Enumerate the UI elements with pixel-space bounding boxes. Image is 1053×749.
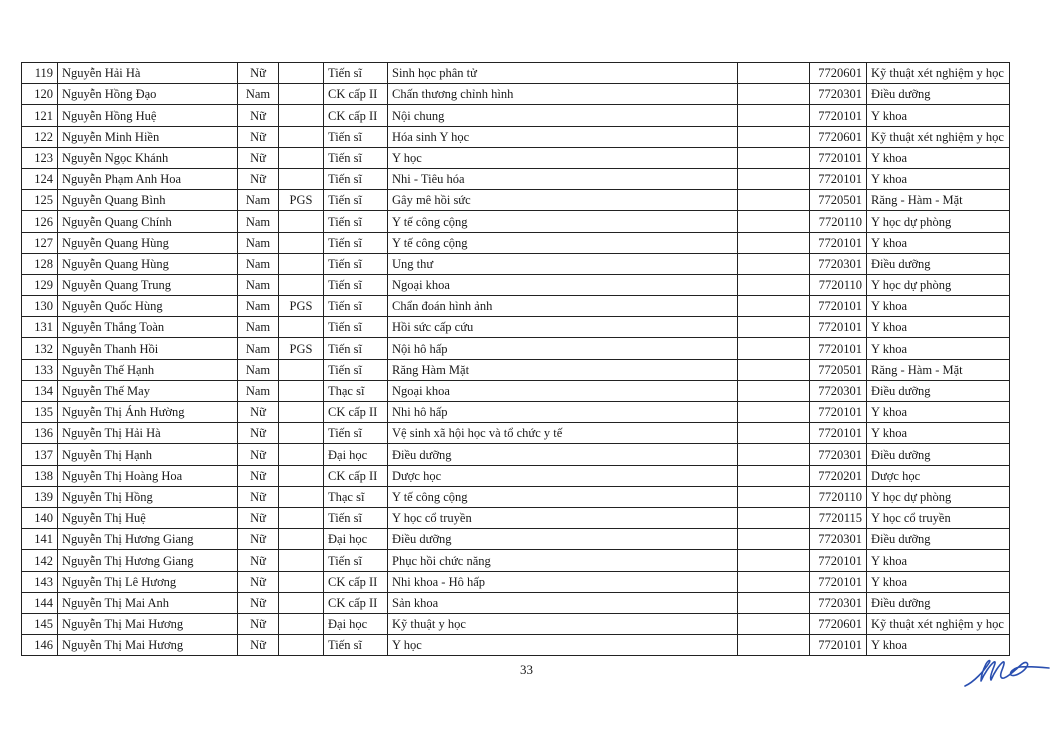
- full-name-cell: Nguyễn Quang Trung: [58, 274, 238, 295]
- academic-title-cell: [279, 635, 324, 656]
- academic-title-cell: [279, 84, 324, 105]
- table-body: [22, 63, 1010, 656]
- blank-cell-cell: [738, 423, 810, 444]
- full-name-cell: Nguyễn Ngọc Khánh: [58, 147, 238, 168]
- academic-title-cell: [279, 105, 324, 126]
- full-name-cell: Nguyễn Hồng Huệ: [58, 105, 238, 126]
- blank-cell-cell: [738, 84, 810, 105]
- table-row: [22, 147, 1010, 168]
- degree-cell: CK cấp II: [324, 571, 388, 592]
- degree-cell: Tiến sĩ: [324, 296, 388, 317]
- row-number-cell: 138: [22, 465, 58, 486]
- specialization-cell: Ngoại khoa: [388, 380, 738, 401]
- gender-cell: Nữ: [238, 635, 279, 656]
- blank-cell-cell: [738, 402, 810, 423]
- program-code-cell: 7720501: [810, 359, 867, 380]
- program-name-cell: Y học dự phòng: [867, 274, 1010, 295]
- row-number-cell: 141: [22, 529, 58, 550]
- degree-cell: Đại học: [324, 529, 388, 550]
- program-name-cell: Điều dưỡng: [867, 592, 1010, 613]
- degree-cell: CK cấp II: [324, 465, 388, 486]
- specialization-cell: Điều dưỡng: [388, 444, 738, 465]
- academic-title-cell: [279, 147, 324, 168]
- specialization-cell: Ngoại khoa: [388, 274, 738, 295]
- row-number-cell: 122: [22, 126, 58, 147]
- program-code-cell: 7720110: [810, 486, 867, 507]
- page-number: 33: [520, 662, 533, 677]
- degree-cell: Tiến sĩ: [324, 147, 388, 168]
- program-name-cell: Y khoa: [867, 571, 1010, 592]
- program-code-cell: 7720101: [810, 147, 867, 168]
- blank-cell-cell: [738, 296, 810, 317]
- gender-cell: Nam: [238, 232, 279, 253]
- full-name-cell: Nguyễn Quang Bình: [58, 190, 238, 211]
- gender-cell: Nữ: [238, 402, 279, 423]
- program-code-cell: 7720601: [810, 613, 867, 634]
- blank-cell-cell: [738, 168, 810, 189]
- row-number-cell: 146: [22, 635, 58, 656]
- academic-title-cell: [279, 592, 324, 613]
- degree-cell: Tiến sĩ: [324, 550, 388, 571]
- academic-title-cell: [279, 529, 324, 550]
- gender-cell: Nữ: [238, 613, 279, 634]
- table-row: [22, 296, 1010, 317]
- blank-cell-cell: [738, 529, 810, 550]
- degree-cell: Đại học: [324, 444, 388, 465]
- degree-cell: Tiến sĩ: [324, 190, 388, 211]
- specialization-cell: Hồi sức cấp cứu: [388, 317, 738, 338]
- full-name-cell: Nguyễn Quang Hùng: [58, 253, 238, 274]
- academic-title-cell: [279, 486, 324, 507]
- academic-title-cell: [279, 63, 324, 84]
- full-name-cell: Nguyễn Thị Hoàng Hoa: [58, 465, 238, 486]
- row-number-cell: 140: [22, 507, 58, 528]
- gender-cell: Nữ: [238, 592, 279, 613]
- full-name-cell: Nguyễn Thị Mai Hương: [58, 613, 238, 634]
- specialization-cell: Nhi - Tiêu hóa: [388, 168, 738, 189]
- degree-cell: Tiến sĩ: [324, 253, 388, 274]
- row-number-cell: 130: [22, 296, 58, 317]
- blank-cell-cell: [738, 359, 810, 380]
- degree-cell: Thạc sĩ: [324, 380, 388, 401]
- program-name-cell: Răng - Hàm - Mặt: [867, 359, 1010, 380]
- program-code-cell: 7720301: [810, 592, 867, 613]
- academic-title-cell: [279, 613, 324, 634]
- gender-cell: Nữ: [238, 550, 279, 571]
- row-number-cell: 126: [22, 211, 58, 232]
- program-code-cell: 7720101: [810, 105, 867, 126]
- table-row: [22, 571, 1010, 592]
- program-code-cell: 7720101: [810, 168, 867, 189]
- gender-cell: Nữ: [238, 507, 279, 528]
- program-code-cell: 7720110: [810, 274, 867, 295]
- blank-cell-cell: [738, 486, 810, 507]
- table-row: [22, 274, 1010, 295]
- specialization-cell: Gây mê hồi sức: [388, 190, 738, 211]
- blank-cell-cell: [738, 211, 810, 232]
- specialization-cell: Hóa sinh Y học: [388, 126, 738, 147]
- specialization-cell: Ung thư: [388, 253, 738, 274]
- table-row: [22, 635, 1010, 656]
- blank-cell-cell: [738, 190, 810, 211]
- full-name-cell: Nguyễn Hải Hà: [58, 63, 238, 84]
- specialization-cell: Nội chung: [388, 105, 738, 126]
- table-row: [22, 507, 1010, 528]
- table-row: [22, 529, 1010, 550]
- table-row: [22, 380, 1010, 401]
- academic-title-cell: [279, 359, 324, 380]
- full-name-cell: Nguyễn Thị Mai Hương: [58, 635, 238, 656]
- full-name-cell: Nguyễn Thị Hương Giang: [58, 550, 238, 571]
- blank-cell-cell: [738, 444, 810, 465]
- blank-cell-cell: [738, 635, 810, 656]
- table-row: [22, 105, 1010, 126]
- degree-cell: Tiến sĩ: [324, 359, 388, 380]
- full-name-cell: Nguyễn Thị Mai Anh: [58, 592, 238, 613]
- table-row: [22, 550, 1010, 571]
- academic-title-cell: PGS: [279, 190, 324, 211]
- program-name-cell: Y khoa: [867, 423, 1010, 444]
- academic-title-cell: [279, 380, 324, 401]
- row-number-cell: 139: [22, 486, 58, 507]
- academic-title-cell: [279, 465, 324, 486]
- degree-cell: Đại học: [324, 613, 388, 634]
- program-code-cell: 7720601: [810, 126, 867, 147]
- program-name-cell: Kỹ thuật xét nghiệm y học: [867, 126, 1010, 147]
- program-name-cell: Y khoa: [867, 635, 1010, 656]
- staff-table: [21, 62, 1010, 656]
- degree-cell: CK cấp II: [324, 105, 388, 126]
- specialization-cell: Y học: [388, 147, 738, 168]
- blank-cell-cell: [738, 465, 810, 486]
- program-code-cell: 7720301: [810, 444, 867, 465]
- table-row: [22, 338, 1010, 359]
- table-row: [22, 402, 1010, 423]
- degree-cell: CK cấp II: [324, 592, 388, 613]
- full-name-cell: Nguyễn Thị Hải Hà: [58, 423, 238, 444]
- program-name-cell: Kỹ thuật xét nghiệm y học: [867, 613, 1010, 634]
- degree-cell: Tiến sĩ: [324, 507, 388, 528]
- specialization-cell: Chẩn đoán hình ảnh: [388, 296, 738, 317]
- gender-cell: Nam: [238, 359, 279, 380]
- blank-cell-cell: [738, 253, 810, 274]
- academic-title-cell: [279, 253, 324, 274]
- program-name-cell: Điều dưỡng: [867, 444, 1010, 465]
- row-number-cell: 127: [22, 232, 58, 253]
- full-name-cell: Nguyễn Minh Hiền: [58, 126, 238, 147]
- full-name-cell: Nguyễn Thị Lê Hương: [58, 571, 238, 592]
- table-row: [22, 63, 1010, 84]
- row-number-cell: 136: [22, 423, 58, 444]
- specialization-cell: Điều dưỡng: [388, 529, 738, 550]
- gender-cell: Nữ: [238, 465, 279, 486]
- academic-title-cell: [279, 274, 324, 295]
- program-name-cell: Răng - Hàm - Mặt: [867, 190, 1010, 211]
- gender-cell: Nữ: [238, 147, 279, 168]
- gender-cell: Nữ: [238, 571, 279, 592]
- academic-title-cell: [279, 232, 324, 253]
- blank-cell-cell: [738, 274, 810, 295]
- row-number-cell: 135: [22, 402, 58, 423]
- specialization-cell: Vệ sinh xã hội học và tổ chức y tế: [388, 423, 738, 444]
- row-number-cell: 121: [22, 105, 58, 126]
- gender-cell: Nam: [238, 338, 279, 359]
- program-code-cell: 7720301: [810, 380, 867, 401]
- table-row: [22, 126, 1010, 147]
- specialization-cell: Y tế công cộng: [388, 486, 738, 507]
- blank-cell-cell: [738, 592, 810, 613]
- program-name-cell: Kỹ thuật xét nghiệm y học: [867, 63, 1010, 84]
- degree-cell: Tiến sĩ: [324, 63, 388, 84]
- program-code-cell: 7720101: [810, 423, 867, 444]
- program-name-cell: Y học dự phòng: [867, 211, 1010, 232]
- specialization-cell: Sản khoa: [388, 592, 738, 613]
- gender-cell: Nữ: [238, 105, 279, 126]
- table-row: [22, 465, 1010, 486]
- gender-cell: Nam: [238, 84, 279, 105]
- program-name-cell: Dược học: [867, 465, 1010, 486]
- program-name-cell: Y học dự phòng: [867, 486, 1010, 507]
- full-name-cell: Nguyễn Thị Huệ: [58, 507, 238, 528]
- row-number-cell: 145: [22, 613, 58, 634]
- row-number-cell: 134: [22, 380, 58, 401]
- program-code-cell: 7720101: [810, 317, 867, 338]
- specialization-cell: Phục hồi chức năng: [388, 550, 738, 571]
- blank-cell-cell: [738, 317, 810, 338]
- gender-cell: Nam: [238, 317, 279, 338]
- program-code-cell: 7720301: [810, 529, 867, 550]
- gender-cell: Nữ: [238, 529, 279, 550]
- program-code-cell: 7720101: [810, 232, 867, 253]
- blank-cell-cell: [738, 571, 810, 592]
- row-number-cell: 123: [22, 147, 58, 168]
- gender-cell: Nam: [238, 253, 279, 274]
- program-name-cell: Y khoa: [867, 168, 1010, 189]
- table-row: [22, 253, 1010, 274]
- table-row: [22, 232, 1010, 253]
- row-number-cell: 129: [22, 274, 58, 295]
- degree-cell: Tiến sĩ: [324, 126, 388, 147]
- program-code-cell: 7720301: [810, 84, 867, 105]
- degree-cell: Tiến sĩ: [324, 317, 388, 338]
- academic-title-cell: [279, 550, 324, 571]
- full-name-cell: Nguyễn Thị Hương Giang: [58, 529, 238, 550]
- full-name-cell: Nguyễn Thị Hồng: [58, 486, 238, 507]
- degree-cell: Tiến sĩ: [324, 635, 388, 656]
- gender-cell: Nam: [238, 211, 279, 232]
- academic-title-cell: [279, 507, 324, 528]
- program-name-cell: Y khoa: [867, 317, 1010, 338]
- gender-cell: Nam: [238, 296, 279, 317]
- blank-cell-cell: [738, 126, 810, 147]
- degree-cell: Tiến sĩ: [324, 168, 388, 189]
- degree-cell: Thạc sĩ: [324, 486, 388, 507]
- program-code-cell: 7720601: [810, 63, 867, 84]
- degree-cell: Tiến sĩ: [324, 423, 388, 444]
- blank-cell-cell: [738, 338, 810, 359]
- gender-cell: Nữ: [238, 126, 279, 147]
- row-number-cell: 119: [22, 63, 58, 84]
- degree-cell: Tiến sĩ: [324, 338, 388, 359]
- program-name-cell: Y khoa: [867, 550, 1010, 571]
- table-row: [22, 211, 1010, 232]
- academic-title-cell: [279, 126, 324, 147]
- row-number-cell: 128: [22, 253, 58, 274]
- program-name-cell: Y khoa: [867, 296, 1010, 317]
- program-code-cell: 7720101: [810, 402, 867, 423]
- program-code-cell: 7720101: [810, 338, 867, 359]
- row-number-cell: 124: [22, 168, 58, 189]
- specialization-cell: Y tế công cộng: [388, 232, 738, 253]
- program-code-cell: 7720101: [810, 635, 867, 656]
- program-name-cell: Y khoa: [867, 147, 1010, 168]
- specialization-cell: Chấn thương chỉnh hình: [388, 84, 738, 105]
- blank-cell-cell: [738, 507, 810, 528]
- gender-cell: Nữ: [238, 444, 279, 465]
- row-number-cell: 142: [22, 550, 58, 571]
- blank-cell-cell: [738, 613, 810, 634]
- full-name-cell: Nguyễn Thị Ánh Hường: [58, 402, 238, 423]
- degree-cell: Tiến sĩ: [324, 232, 388, 253]
- gender-cell: Nam: [238, 380, 279, 401]
- program-name-cell: Y học cổ truyền: [867, 507, 1010, 528]
- degree-cell: CK cấp II: [324, 84, 388, 105]
- program-code-cell: 7720110: [810, 211, 867, 232]
- row-number-cell: 132: [22, 338, 58, 359]
- full-name-cell: Nguyễn Phạm Anh Hoa: [58, 168, 238, 189]
- program-name-cell: Điều dưỡng: [867, 84, 1010, 105]
- table-row: [22, 444, 1010, 465]
- degree-cell: Tiến sĩ: [324, 274, 388, 295]
- specialization-cell: Dược học: [388, 465, 738, 486]
- program-name-cell: Y khoa: [867, 232, 1010, 253]
- full-name-cell: Nguyễn Quang Hùng: [58, 232, 238, 253]
- academic-title-cell: [279, 402, 324, 423]
- gender-cell: Nữ: [238, 168, 279, 189]
- specialization-cell: Kỹ thuật y học: [388, 613, 738, 634]
- program-name-cell: Điều dưỡng: [867, 253, 1010, 274]
- gender-cell: Nữ: [238, 423, 279, 444]
- full-name-cell: Nguyễn Thế May: [58, 380, 238, 401]
- specialization-cell: Nhi khoa - Hô hấp: [388, 571, 738, 592]
- gender-cell: Nữ: [238, 486, 279, 507]
- blank-cell-cell: [738, 105, 810, 126]
- program-code-cell: 7720101: [810, 296, 867, 317]
- academic-title-cell: [279, 423, 324, 444]
- program-code-cell: 7720101: [810, 571, 867, 592]
- blank-cell-cell: [738, 380, 810, 401]
- academic-title-cell: [279, 211, 324, 232]
- table-row: [22, 423, 1010, 444]
- row-number-cell: 137: [22, 444, 58, 465]
- table-row: [22, 592, 1010, 613]
- blank-cell-cell: [738, 63, 810, 84]
- program-name-cell: Y khoa: [867, 338, 1010, 359]
- specialization-cell: Y tế công cộng: [388, 211, 738, 232]
- academic-title-cell: [279, 168, 324, 189]
- specialization-cell: Y học cổ truyền: [388, 507, 738, 528]
- specialization-cell: Nhi hô hấp: [388, 402, 738, 423]
- degree-cell: Tiến sĩ: [324, 211, 388, 232]
- table-row: [22, 486, 1010, 507]
- program-code-cell: 7720501: [810, 190, 867, 211]
- full-name-cell: Nguyễn Thị Hạnh: [58, 444, 238, 465]
- table-row: [22, 168, 1010, 189]
- specialization-cell: Nội hô hấp: [388, 338, 738, 359]
- program-code-cell: 7720301: [810, 253, 867, 274]
- table-row: [22, 317, 1010, 338]
- academic-title-cell: PGS: [279, 296, 324, 317]
- program-name-cell: Điều dưỡng: [867, 529, 1010, 550]
- row-number-cell: 144: [22, 592, 58, 613]
- full-name-cell: Nguyễn Quốc Hùng: [58, 296, 238, 317]
- program-code-cell: 7720101: [810, 550, 867, 571]
- academic-title-cell: [279, 444, 324, 465]
- full-name-cell: Nguyễn Quang Chính: [58, 211, 238, 232]
- table-row: [22, 84, 1010, 105]
- table-row: [22, 190, 1010, 211]
- full-name-cell: Nguyễn Hồng Đạo: [58, 84, 238, 105]
- program-name-cell: Y khoa: [867, 402, 1010, 423]
- row-number-cell: 125: [22, 190, 58, 211]
- row-number-cell: 120: [22, 84, 58, 105]
- academic-title-cell: [279, 571, 324, 592]
- program-code-cell: 7720201: [810, 465, 867, 486]
- specialization-cell: Sinh học phân tử: [388, 63, 738, 84]
- program-name-cell: Y khoa: [867, 105, 1010, 126]
- specialization-cell: Y học: [388, 635, 738, 656]
- blank-cell-cell: [738, 550, 810, 571]
- blank-cell-cell: [738, 232, 810, 253]
- gender-cell: Nữ: [238, 63, 279, 84]
- table-row: [22, 359, 1010, 380]
- row-number-cell: 131: [22, 317, 58, 338]
- full-name-cell: Nguyễn Thắng Toàn: [58, 317, 238, 338]
- full-name-cell: Nguyễn Thế Hạnh: [58, 359, 238, 380]
- academic-title-cell: PGS: [279, 338, 324, 359]
- program-code-cell: 7720115: [810, 507, 867, 528]
- row-number-cell: 133: [22, 359, 58, 380]
- table-row: [22, 613, 1010, 634]
- gender-cell: Nam: [238, 190, 279, 211]
- blank-cell-cell: [738, 147, 810, 168]
- gender-cell: Nam: [238, 274, 279, 295]
- specialization-cell: Răng Hàm Mặt: [388, 359, 738, 380]
- academic-title-cell: [279, 317, 324, 338]
- signature-mark: [962, 655, 1052, 690]
- program-name-cell: Điều dưỡng: [867, 380, 1010, 401]
- degree-cell: CK cấp II: [324, 402, 388, 423]
- row-number-cell: 143: [22, 571, 58, 592]
- full-name-cell: Nguyễn Thanh Hồi: [58, 338, 238, 359]
